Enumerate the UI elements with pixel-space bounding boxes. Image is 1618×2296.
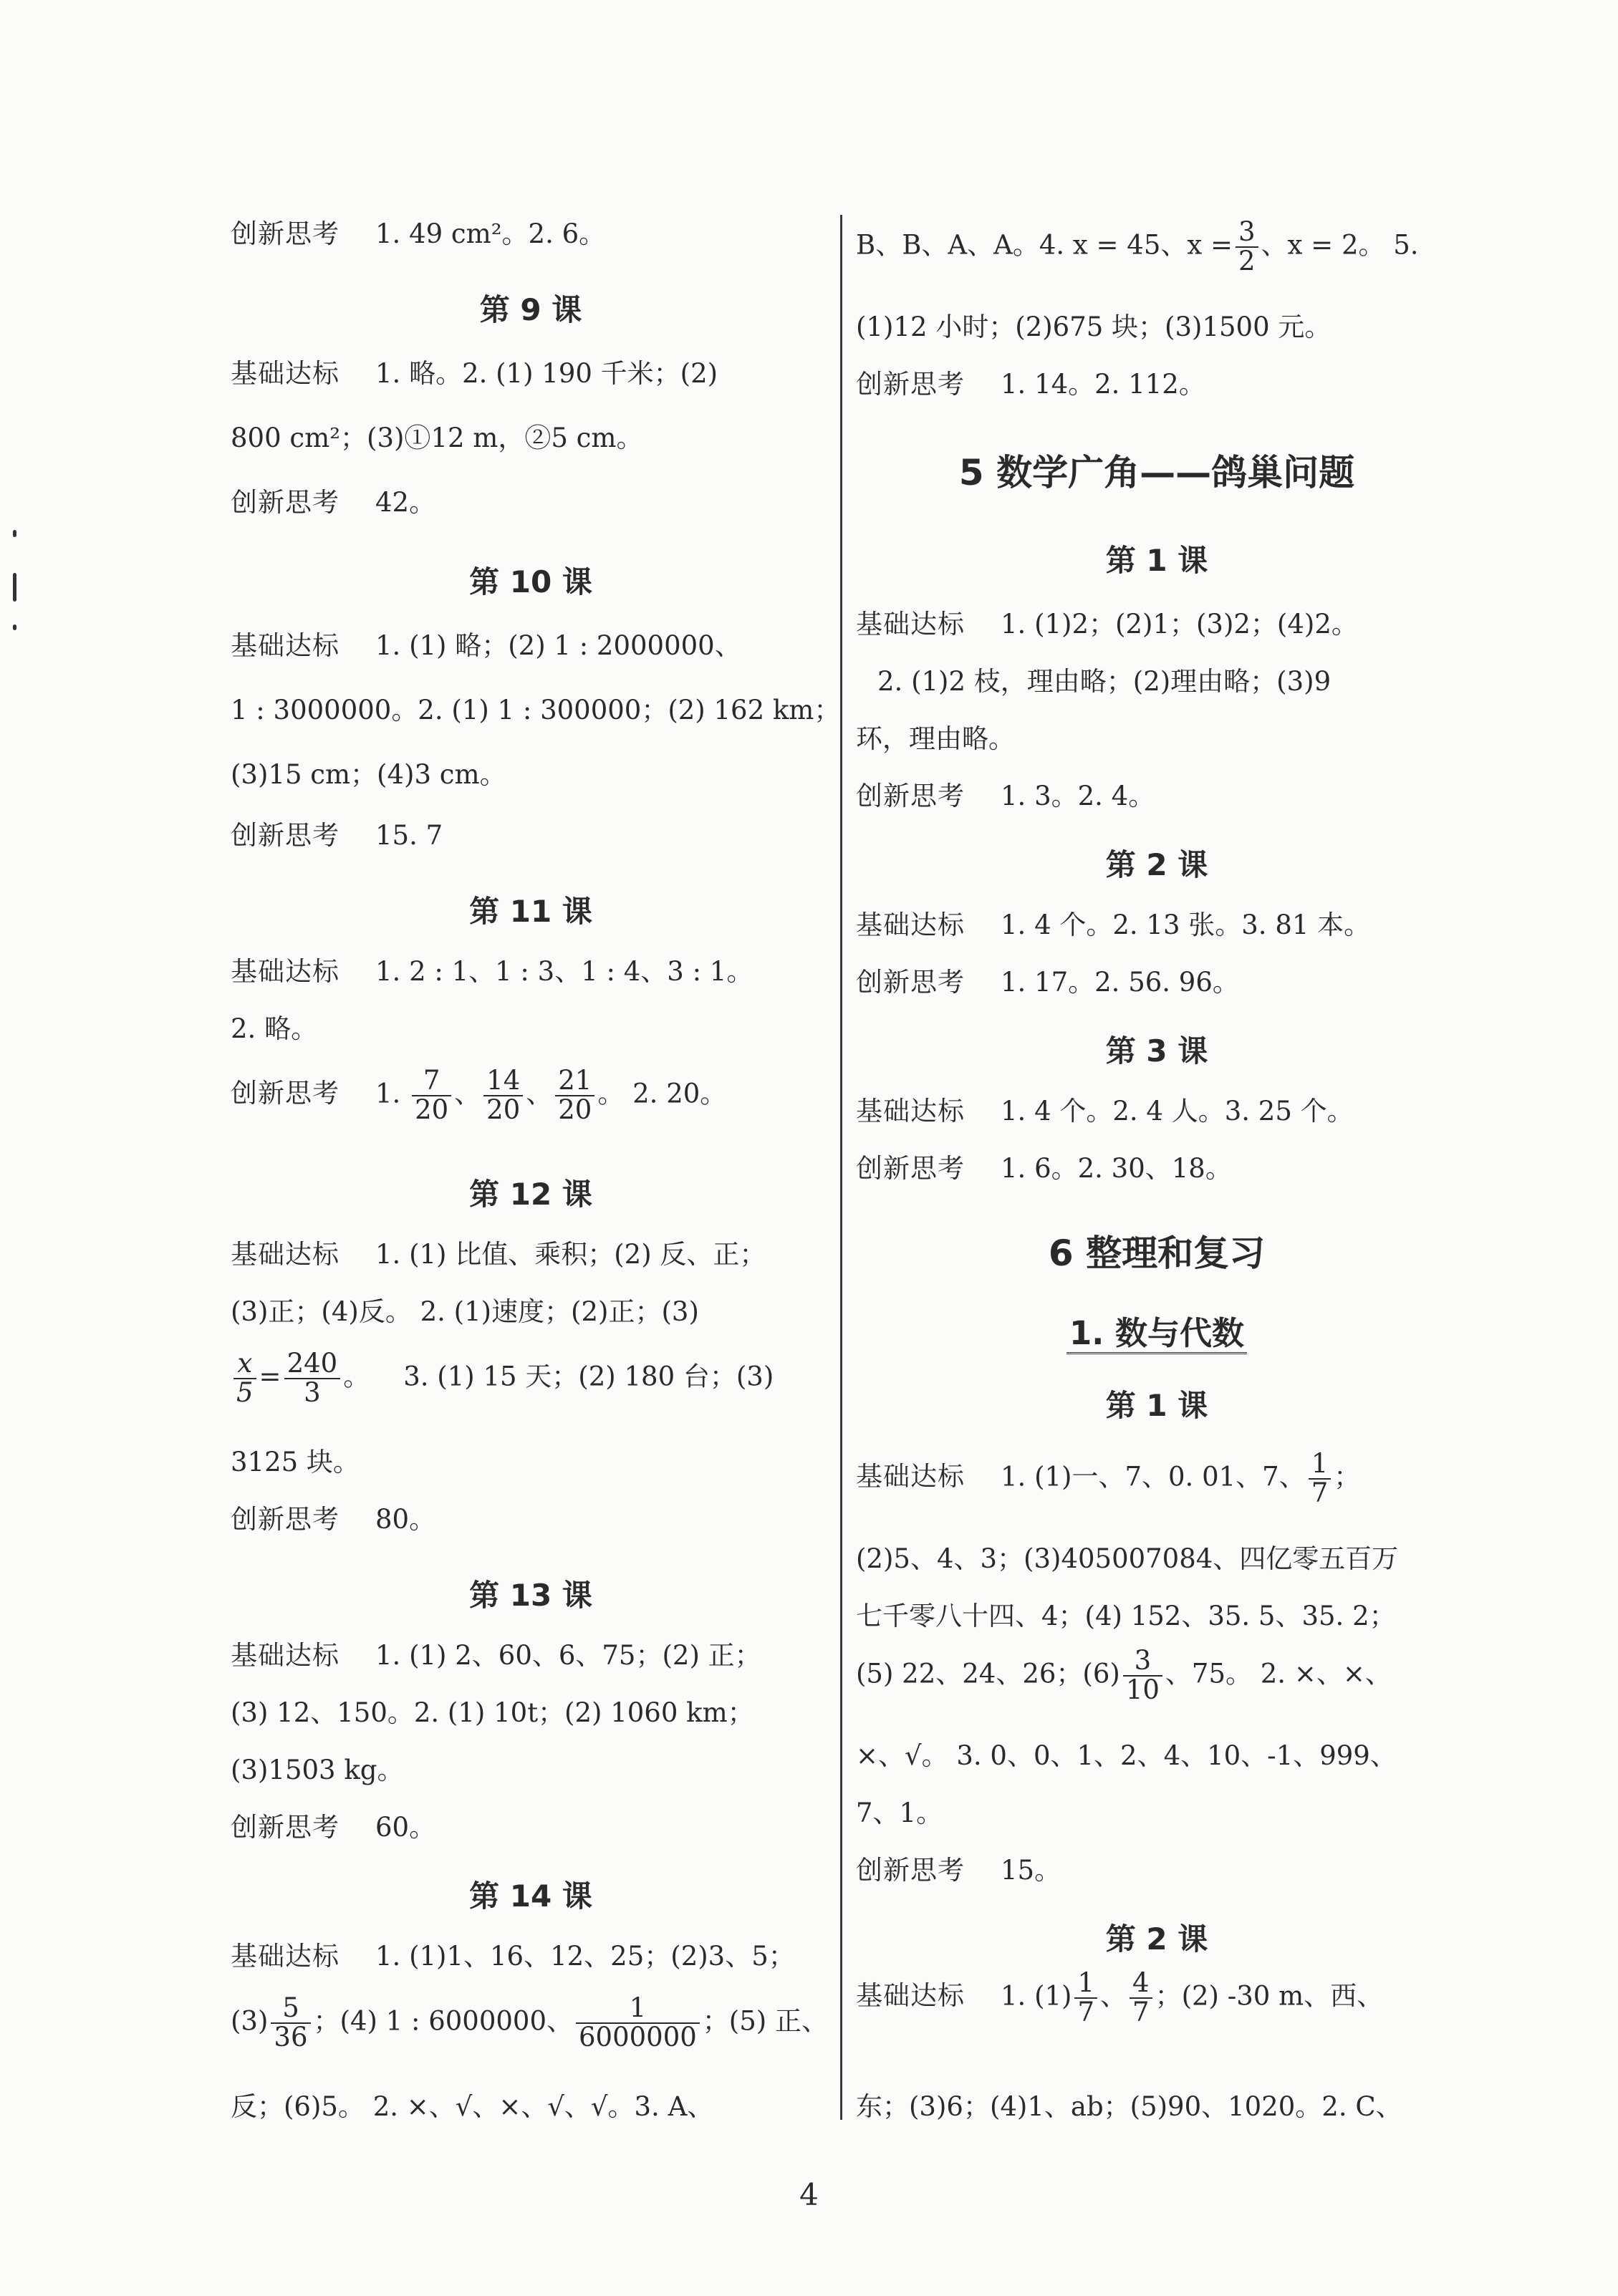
answer-line: (3)15 cm；(4)3 cm。 [231, 759, 506, 790]
answer-line: (3) $\frac{5}{36}$ ；(4) 1 : 6000000、 $\frac{1}{6000000}$ ；(5) 正、 [231, 1992, 828, 2053]
answer-line: 基础达标 1. 4 个。2. 4 人。3. 25 个。 [856, 1096, 1354, 1127]
lesson-heading: 第 1 课 [1105, 1388, 1208, 1423]
fraction: $\frac{3}{2}$ [1236, 218, 1258, 276]
answer-line: 基础达标 1. (1)1、16、12、25；(2)3、5； [231, 1941, 795, 1972]
chapter-heading: 5 数学广角——鸽巢问题 [958, 452, 1355, 493]
fraction: $\frac{4}{7}$ [1130, 1969, 1152, 2027]
answer-line: 基础达标 1. (1) 略；(2) 1 : 2000000、 [231, 630, 741, 661]
label-chuangxin: 创新思考 [856, 369, 965, 400]
fraction: $\frac{1}{6000000}$ [576, 1994, 700, 2052]
lesson-heading: 第 11 课 [469, 894, 592, 929]
label-jichu: 基础达标 [231, 1941, 340, 1972]
answer-line: 2. (1)2 枝，理由略；(2)理由略；(3)9 [877, 666, 1332, 697]
answer-line: 7、1。 [856, 1798, 943, 1828]
answer-line: 反；(6)5。 2. ×、√、×、√、√。3. A、 [231, 2091, 714, 2122]
answer-line: 创新思考 15. 7 [231, 820, 443, 851]
answer-line: $\frac{x}{5}$ = $\frac{240}{3}$ 。 3. (1) 15 天；(2) 180 台；(3) [231, 1350, 774, 1407]
fraction: $\frac{14}{20}$ [483, 1067, 523, 1124]
answer-line: 创新思考 80。 [231, 1504, 436, 1535]
answer-line: 2. 略。 [231, 1013, 318, 1044]
answer-line: 基础达标 1. (1)2；(2)1；(3)2；(4)2。 [856, 609, 1358, 640]
fraction: $\frac{21}{20}$ [555, 1067, 594, 1124]
answer-line: 创新思考 1. 6。2. 30、18。 [856, 1153, 1232, 1184]
column-divider [840, 215, 842, 2120]
label-chuangxin: 创新思考 [231, 1812, 340, 1843]
label-chuangxin: 创新思考 [231, 1078, 340, 1109]
answer-line: B、B、A、A。4. x = 45、x = $\frac{3}{2}$ 、x = 2。 5. [856, 216, 1419, 276]
section-heading: 1. 数与代数 [856, 1307, 1458, 1354]
fraction: $\frac{7}{20}$ [412, 1067, 451, 1124]
lesson-heading: 第 2 课 [1105, 847, 1208, 882]
fraction: $\frac{x}{5}$ [233, 1350, 256, 1407]
fraction: $\frac{1}{7}$ [1309, 1450, 1332, 1508]
label-jichu: 基础达标 [856, 910, 965, 940]
answer-line: 基础达标 1. (1) $\frac{1}{7}$ 、 $\frac{4}{7}$ ；(2) -30 m、西、 [856, 1967, 1384, 2027]
answer-line: 1 : 3000000。2. (1) 1 : 300000；(2) 162 km； [231, 695, 841, 725]
answer-line: 3125 块。 [231, 1447, 360, 1477]
label-jichu: 基础达标 [231, 1640, 340, 1671]
chapter-heading: 6 整理和复习 [1048, 1233, 1266, 1274]
label-jichu: 基础达标 [856, 609, 965, 640]
answer-line: ×、√。 3. 0、0、1、2、4、10、-1、999、 [856, 1740, 1397, 1771]
label-jichu: 基础达标 [856, 1461, 965, 1492]
answer-line: 基础达标 1. (1) 2、60、6、75；(2) 正； [231, 1640, 761, 1671]
answer-line: 800 cm²；(3)①12 m，②5 cm。 [231, 423, 643, 453]
page-number: 4 [799, 2177, 819, 2212]
label-jichu: 基础达标 [856, 1980, 965, 2012]
answer-line: 创新思考 15。 [856, 1855, 1061, 1886]
margin-mark [13, 573, 16, 602]
label-chuangxin: 创新思考 [856, 1153, 965, 1184]
answer-line: 创新思考 1. 3。2. 4。 [856, 781, 1155, 811]
lesson-heading: 第 12 课 [469, 1177, 592, 1212]
lesson-heading: 第 3 课 [1105, 1033, 1208, 1069]
answer-line: 创新思考 1. 49 cm²。2. 6。 [231, 218, 606, 249]
fraction: $\frac{5}{36}$ [271, 1994, 310, 2052]
label-jichu: 基础达标 [231, 358, 340, 389]
label-chuangxin: 创新思考 [856, 1855, 965, 1886]
answer-line: 东；(3)6；(4)1、ab；(5)90、1020。2. C、 [856, 2091, 1402, 2122]
lesson-heading: 第 2 课 [1105, 1921, 1208, 1957]
margin-mark [13, 530, 16, 537]
answer-line: 基础达标 1. 2 : 1、1 : 3、1 : 4、3 : 1。 [231, 956, 753, 987]
label-jichu: 基础达标 [231, 1239, 340, 1270]
answer-line: 环，理由略。 [856, 723, 1015, 754]
answer-line: (2)5、4、3；(3)405007084、四亿零五百万 [856, 1543, 1399, 1574]
answer-line: 创新思考 60。 [231, 1812, 436, 1843]
label-jichu: 基础达标 [231, 956, 340, 987]
lesson-heading: 第 10 课 [469, 564, 592, 599]
lesson-heading: 第 1 课 [1105, 543, 1208, 578]
lesson-heading: 第 9 课 [479, 292, 582, 327]
label-chuangxin: 创新思考 [231, 487, 340, 518]
label-jichu: 基础达标 [231, 630, 340, 661]
fraction: $\frac{240}{3}$ [284, 1350, 341, 1407]
answer-line: 基础达标 1. (1) 比值、乘积；(2) 反、正； [231, 1239, 766, 1270]
label-jichu: 基础达标 [856, 1096, 965, 1127]
label-chuangxin: 创新思考 [231, 820, 340, 851]
lesson-heading: 第 13 课 [469, 1578, 592, 1613]
answer-line: 基础达标 1. (1)一、7、0. 01、7、 $\frac{1}{7}$ ； [856, 1448, 1361, 1508]
answer-line: 七千零八十四、4；(4) 152、35. 5、35. 2； [856, 1601, 1396, 1631]
answer-line: (1)12 小时；(2)675 块；(3)1500 元。 [856, 312, 1332, 342]
answer-line: 创新思考 1. 14。2. 112。 [856, 369, 1205, 400]
answer-line: (3)1503 kg。 [231, 1755, 404, 1785]
fraction: $\frac{1}{7}$ [1074, 1969, 1097, 2027]
answer-line: 创新思考 1. 17。2. 56. 96。 [856, 967, 1239, 998]
label-chuangxin: 创新思考 [231, 218, 340, 249]
lesson-heading: 第 14 课 [469, 1878, 592, 1914]
answer-line: (3)正；(4)反。 2. (1)速度；(2)正；(3) [231, 1296, 699, 1327]
answer-line: 基础达标 1. 4 个。2. 13 张。3. 81 本。 [856, 910, 1371, 940]
label-chuangxin: 创新思考 [231, 1504, 340, 1535]
label-chuangxin: 创新思考 [856, 781, 965, 811]
answer-line: 创新思考 42。 [231, 487, 436, 518]
answer-line: 基础达标 1. 略。2. (1) 190 千米；(2) [231, 358, 718, 389]
answer-line: 创新思考 1. $\frac{7}{20}$ 、 $\frac{14}{20}$ 、 $\frac{21}{20}$ 。 2. 20。 [231, 1065, 727, 1125]
fraction: $\frac{3}{10}$ [1123, 1647, 1162, 1704]
label-chuangxin: 创新思考 [856, 967, 965, 998]
answer-line: (3) 12、150。2. (1) 10t；(2) 1060 km； [231, 1697, 754, 1728]
answer-line: (5) 22、24、26；(6) $\frac{3}{10}$ 、75。 2. ×、×、 [856, 1645, 1392, 1705]
margin-mark [13, 624, 16, 630]
